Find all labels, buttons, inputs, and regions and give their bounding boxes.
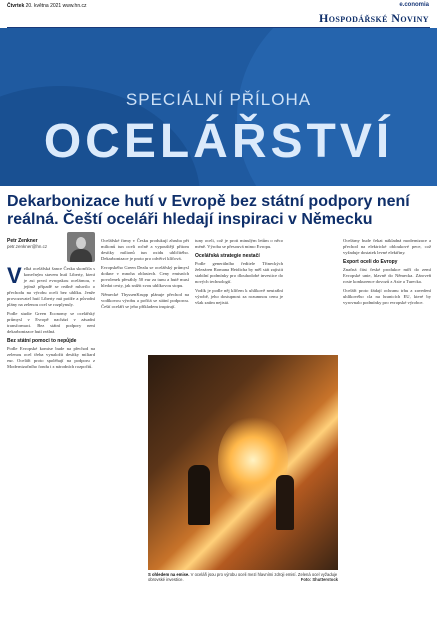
issue-day: Čtvrtek [7, 3, 25, 9]
caption-label: S ohledem na emise. [148, 572, 190, 577]
column-3-paragraph-2: Podle generálního ředitele Třineckých železáren Romana Heidicha by měl stát zajistit stabilní podmínky pro dlouhodobé investice do nových technologií. [195, 261, 283, 284]
author-photo [67, 232, 95, 262]
column-3-paragraph-1: tuny oceli, což je proti minulým letům o něco méně. Výroba se přesouvá mimo Evropu. [195, 238, 283, 249]
article-column-3 [195, 238, 283, 350]
issue-date [7, 3, 87, 9]
photo-caption [148, 572, 338, 582]
column-3-subheading: Ocelářská strategie nestačí [195, 253, 260, 259]
author-email: petr.zenkner@hn.cz [7, 244, 48, 249]
author-block [7, 238, 67, 249]
issue-site: www.hn.cz [62, 3, 87, 9]
photo-credit: Foto: Shutterstock [300, 577, 338, 583]
steelworks-photo [148, 355, 338, 570]
column-2-paragraph-2: Evropského Green Dealu se ocelářský průmysl dotkne v mnoha oblastech. Ceny emisních povolenek přesáhly 50 eur za tunu a hutě musí hledat cesty, jak snížit svou uhlíkovou stopu. [101, 265, 189, 288]
column-1-paragraph [7, 266, 95, 308]
article-column-4 [343, 238, 431, 598]
masthead: Hospodářské Noviny [319, 11, 429, 25]
article-column-1 [7, 266, 95, 596]
banner-kicker: SPECIÁLNÍ PŘÍLOHA [125, 90, 312, 109]
column-1-subheading: Bez státní pomoci to nepůjde [7, 338, 77, 344]
author-name: Petr Zenkner [7, 238, 38, 244]
caption-text: V oceláři jsou pro výrobu oceli mezi hlavními zdroji emisí. Zelená ocel vyžaduje obrovské investice. [148, 572, 338, 583]
column-2-paragraph-3: Německé ThyssenKrupp plánuje přechod na vodíkovou výrobu a počítá se státní podporou. Čeští oceláři se jeho příkladem inspirují. [101, 292, 189, 309]
supplement-banner [0, 28, 437, 186]
article-column-2 [101, 238, 189, 350]
column-1-paragraph-2: Podle studie Green Economy se ocelářský průmysl v Evropě nachází v zásadní transformaci. Bez státní podpory není dekarbonizace hutí reálná. [7, 311, 95, 334]
article-headline: Dekarbonizace hutí v Evropě bez státní podpory není reálná. Čeští oceláři hledají inspiraci v Německu [7, 193, 410, 228]
column-4-paragraph-3: Oceláři proto žádají ochranu trhu a zavedení uhlíkového cla na hranicích EU, které by vyrovnalo podmínky pro evropské výrobce. [343, 288, 431, 305]
portrait-body [70, 249, 92, 262]
worker-silhouette-2 [276, 475, 294, 530]
drop-cap: V [7, 266, 22, 288]
worker-silhouette [188, 465, 210, 525]
top-bar [0, 0, 437, 30]
column-4-paragraph-1: Ocelárny bude čekat nákladná modernizace a přechod na elektrické obloukové pece, což vyžaduje dostatek levné elektřiny. [343, 238, 431, 255]
column-4-subheading: Export oceli do Evropy [343, 259, 398, 265]
banner-title: OCELÁŘSTVÍ [43, 115, 394, 168]
column-3-paragraph-3: Vodík je podle něj klíčem k uhlíkově neutrální výrobě, jeho dostupnost za rozumnou cenu je však zatím nejistá. [195, 288, 283, 305]
column-2-paragraph-1: Ocelářské firmy v Česku produkují zhruba pět milionů tun oceli ročně a vypouštějí přitom desítky milionů tun oxidu uhličitého. Dekarbonizace je proto pro odvětví klíčová. [101, 238, 189, 261]
portrait-head [76, 237, 86, 249]
column-4-paragraph-2: Značná část české produkce míří do zemí Evropské unie, hlavně do Německa. Zároveň roste konkurence dovozů z Asie a Turecka. [343, 267, 431, 284]
column-1-paragraph-3: Podle Evropské komise bude na přechod na zelenou ocel třeba vynaložit desítky miliard eur. Oceláři proto spoléhají na podporu z Modernizačního fondu i z národních rozpočtů. [7, 346, 95, 369]
issue-date-text: 20. května 2021 [25, 3, 62, 9]
section-logo: e.conomia [399, 2, 429, 8]
column-1-text: elká ocelářská šance Česka skončila s konečným stavem hutí Liberty, která je asi první evropskou ocelárnou, v jejímž případě se reálně mluvilo o přechodu na výrobu oceli bez uhlíku. Jenže provozovatel hutí Liberty má potíže a původní plány na zelenou ocel se rozplynuly. [7, 266, 95, 307]
